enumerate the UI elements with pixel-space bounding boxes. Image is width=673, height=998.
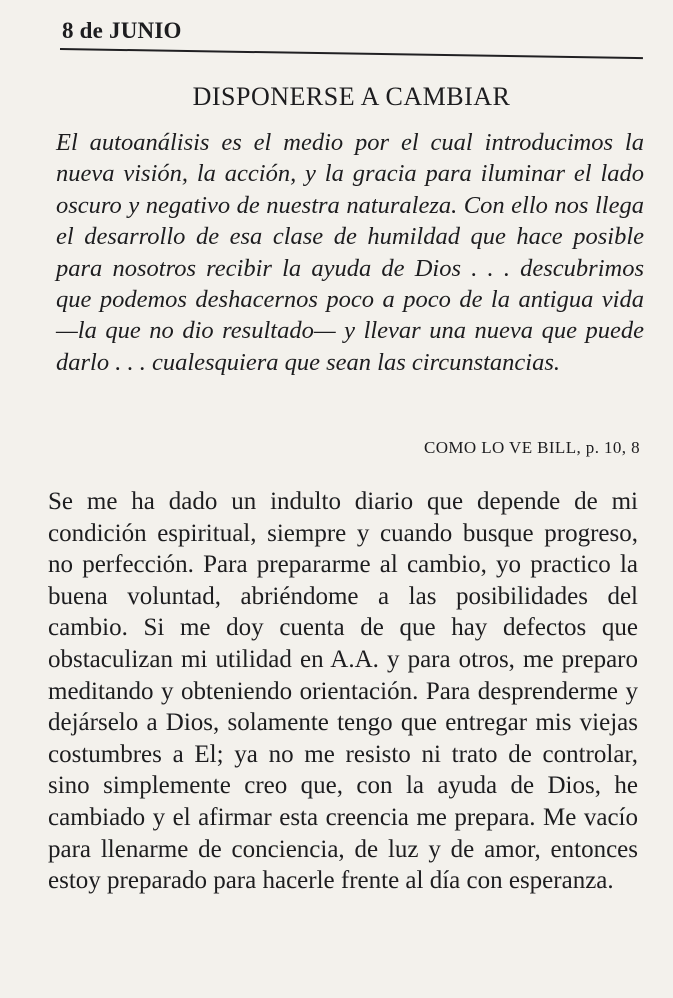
opening-quote: El autoanálisis es el medio por el cual introducimos la nueva visión, la acción, y la gracia para iluminar el lado oscuro y negativo de nuestra naturaleza. Con ello nos llega el desarrollo de esa clase de humildad que hace posible para nosotros recibir la ayuda de Dios . . . descubrimos que podemos deshacernos poco a poco de la antigua vida —la que no dio resultado— y llevar una nueva que puede darlo . . . cualesquiera que sean las circunstancias. [56,129,644,376]
header-rule [60,48,643,59]
quote-source: COMO LO VE BILL, p. 10, 8 [423,438,640,457]
page-date-header: 8 de JUNIO [62,18,182,43]
reading-title: DISPONERSE A CAMBIAR [192,82,511,111]
reflection-text: Se me ha dado un indulto diario que depende de mi condición espiritual, siempre y cuando busque progreso, no perfección. Para prepararme al cambio, yo practico la buena voluntad, abriéndome a las posibilidades del cambio. Si me doy cuenta de que hay defectos que obstaculizan mi utilidad en A.A. y para otros, me preparo meditando y obteniendo orientación. Para desprenderme y dejárselo a Dios, solamente tengo que entregar mis viejas costumbres a El; ya no me resisto ni trato de controlar, sino simplemente creo que, con la ayuda de Dios, he cambiado y el afirmar esta creencia me prepara. Me vacío para llenarme de conciencia, de luz y de amor, entonces estoy preparado para hacerle frente al día con esperanza. [48,488,638,895]
